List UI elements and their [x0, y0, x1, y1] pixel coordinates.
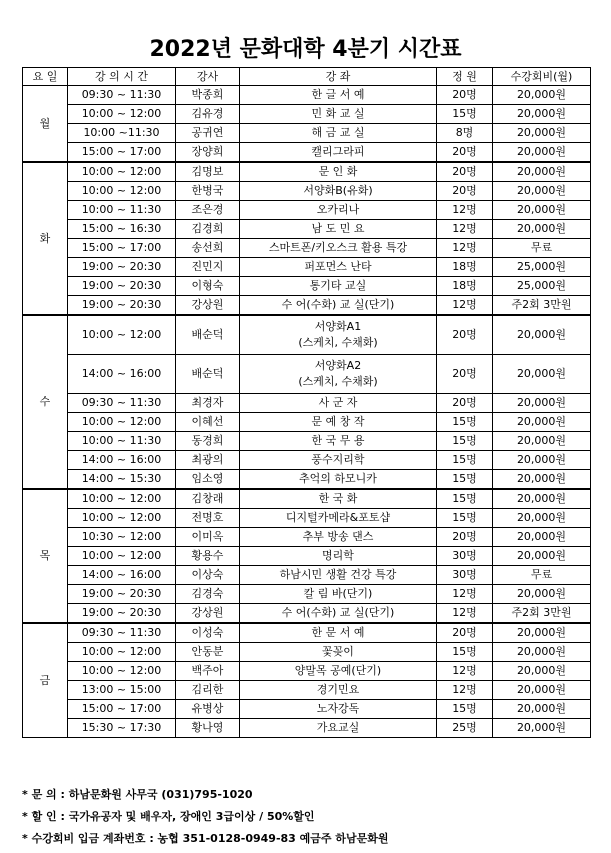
- teacher-cell: 이혜선: [176, 413, 240, 432]
- table-row: [23, 719, 591, 738]
- table-row: [23, 182, 591, 201]
- course-cell: 해 금 교 실: [240, 124, 437, 143]
- capacity-cell: 15명: [437, 105, 493, 124]
- course-subtitle: (스케치, 수채화): [298, 336, 378, 349]
- table-row: [23, 162, 591, 182]
- fee-cell: 20,000원: [493, 86, 591, 105]
- header-course: 강 좌: [240, 68, 437, 86]
- fee-cell: 20,000원: [493, 643, 591, 662]
- time-cell: 14:00 ~ 15:30: [68, 470, 176, 490]
- table-row: [23, 258, 591, 277]
- time-cell: 19:00 ~ 20:30: [68, 604, 176, 624]
- fee-cell: 20,000원: [493, 220, 591, 239]
- capacity-cell: 15명: [437, 432, 493, 451]
- capacity-cell: 20명: [437, 355, 493, 394]
- table-row: [23, 296, 591, 316]
- capacity-cell: 15명: [437, 451, 493, 470]
- capacity-cell: 15명: [437, 413, 493, 432]
- teacher-cell: 동경희: [176, 432, 240, 451]
- fee-cell: 무료: [493, 566, 591, 585]
- table-row: [23, 86, 591, 105]
- teacher-cell: 이미옥: [176, 528, 240, 547]
- table-row: [23, 489, 591, 509]
- capacity-cell: 15명: [437, 489, 493, 509]
- capacity-cell: 20명: [437, 162, 493, 182]
- capacity-cell: 20명: [437, 394, 493, 413]
- fee-cell: 20,000원: [493, 623, 591, 643]
- table-row: [23, 124, 591, 143]
- course-subtitle: (스케치, 수채화): [298, 375, 378, 388]
- day-cell: 월: [23, 86, 68, 163]
- time-cell: 10:00 ~ 12:00: [68, 547, 176, 566]
- time-cell: 19:00 ~ 20:30: [68, 258, 176, 277]
- capacity-cell: 18명: [437, 277, 493, 296]
- course-cell: 한 글 서 예: [240, 86, 437, 105]
- course-cell: 캘리그라피: [240, 143, 437, 163]
- table-row: [23, 201, 591, 220]
- table-row: [23, 585, 591, 604]
- fee-cell: 25,000원: [493, 277, 591, 296]
- day-cell: 목: [23, 489, 68, 623]
- teacher-cell: 장양희: [176, 143, 240, 163]
- fee-cell: 20,000원: [493, 700, 591, 719]
- time-cell: 10:00 ~ 12:00: [68, 315, 176, 355]
- teacher-cell: 박종희: [176, 86, 240, 105]
- time-cell: 10:00 ~ 12:00: [68, 182, 176, 201]
- time-cell: 10:00 ~11:30: [68, 124, 176, 143]
- capacity-cell: 20명: [437, 315, 493, 355]
- time-cell: 10:00 ~ 12:00: [68, 413, 176, 432]
- fee-cell: 25,000원: [493, 258, 591, 277]
- course-cell: 노자강독: [240, 700, 437, 719]
- table-row: [23, 623, 591, 643]
- course-title: 서양화A2: [314, 359, 362, 372]
- teacher-cell: 임소영: [176, 470, 240, 490]
- course-title: 서양화A1: [314, 320, 362, 333]
- table-row: [23, 547, 591, 566]
- time-cell: 14:00 ~ 16:00: [68, 566, 176, 585]
- table-row: [23, 662, 591, 681]
- fee-cell: 20,000원: [493, 509, 591, 528]
- teacher-cell: 진민지: [176, 258, 240, 277]
- time-cell: 09:30 ~ 11:30: [68, 86, 176, 105]
- capacity-cell: 20명: [437, 528, 493, 547]
- time-cell: 19:00 ~ 20:30: [68, 296, 176, 316]
- capacity-cell: 12명: [437, 585, 493, 604]
- teacher-cell: 이상숙: [176, 566, 240, 585]
- time-cell: 09:30 ~ 11:30: [68, 623, 176, 643]
- course-cell: 한 문 서 예: [240, 623, 437, 643]
- fee-cell: 20,000원: [493, 143, 591, 163]
- note-discount: * 할 인 : 국가유공자 및 배우자, 장애인 3급이상 / 50%할인: [22, 810, 315, 823]
- table-row: [23, 681, 591, 700]
- table-row: [23, 143, 591, 163]
- teacher-cell: 김창래: [176, 489, 240, 509]
- fee-cell: 20,000원: [493, 662, 591, 681]
- time-cell: 10:30 ~ 12:00: [68, 528, 176, 547]
- header-teacher: 강사: [176, 68, 240, 86]
- fee-cell: 20,000원: [493, 162, 591, 182]
- note-inquiry: * 문 의 : 하남문화원 사무국 (031)795-1020: [22, 788, 253, 801]
- fee-cell: 20,000원: [493, 470, 591, 490]
- course-cell: 추억의 하모니카: [240, 470, 437, 490]
- time-cell: 10:00 ~ 12:00: [68, 643, 176, 662]
- capacity-cell: 15명: [437, 643, 493, 662]
- day-cell: 금: [23, 623, 68, 738]
- table-row: [23, 528, 591, 547]
- teacher-cell: 조은경: [176, 201, 240, 220]
- course-cell: 통기타 교실: [240, 277, 437, 296]
- teacher-cell: 배순덕: [176, 315, 240, 355]
- notes: [22, 784, 590, 850]
- course-cell: 꽃꽂이: [240, 643, 437, 662]
- fee-cell: 무료: [493, 239, 591, 258]
- fee-cell: 20,000원: [493, 105, 591, 124]
- time-cell: 15:00 ~ 17:00: [68, 700, 176, 719]
- course-cell: 경기민요: [240, 681, 437, 700]
- table-row: [23, 220, 591, 239]
- time-cell: 19:00 ~ 20:30: [68, 585, 176, 604]
- course-cell: 양말목 공예(단기): [240, 662, 437, 681]
- time-cell: 10:00 ~ 12:00: [68, 162, 176, 182]
- teacher-cell: 최경자: [176, 394, 240, 413]
- fee-cell: 20,000원: [493, 528, 591, 547]
- table-row: [23, 432, 591, 451]
- capacity-cell: 30명: [437, 547, 493, 566]
- capacity-cell: 20명: [437, 623, 493, 643]
- capacity-cell: 12명: [437, 239, 493, 258]
- course-cell: 풍수지리학: [240, 451, 437, 470]
- table-row: [23, 470, 591, 490]
- table-row: [23, 451, 591, 470]
- fee-cell: 20,000원: [493, 451, 591, 470]
- day-cell: 화: [23, 162, 68, 315]
- table-row: [23, 105, 591, 124]
- capacity-cell: 20명: [437, 86, 493, 105]
- teacher-cell: 유병상: [176, 700, 240, 719]
- teacher-cell: 송선희: [176, 239, 240, 258]
- course-cell: 오카리나: [240, 201, 437, 220]
- course-cell: 남 도 민 요: [240, 220, 437, 239]
- course-cell: [240, 355, 437, 394]
- teacher-cell: 백주아: [176, 662, 240, 681]
- course-cell: 퍼포먼스 난타: [240, 258, 437, 277]
- capacity-cell: 20명: [437, 143, 493, 163]
- table-row: [23, 355, 591, 394]
- course-cell: 디지털카메라&포토샵: [240, 509, 437, 528]
- table-row: [23, 604, 591, 624]
- time-cell: 10:00 ~ 12:00: [68, 662, 176, 681]
- time-cell: 10:00 ~ 12:00: [68, 105, 176, 124]
- time-cell: 15:00 ~ 17:00: [68, 143, 176, 163]
- fee-cell: 20,000원: [493, 201, 591, 220]
- time-cell: 14:00 ~ 16:00: [68, 451, 176, 470]
- teacher-cell: 배순덕: [176, 355, 240, 394]
- capacity-cell: 12명: [437, 220, 493, 239]
- capacity-cell: 20명: [437, 182, 493, 201]
- capacity-cell: 12명: [437, 604, 493, 624]
- capacity-cell: 15명: [437, 700, 493, 719]
- fee-cell: 20,000원: [493, 719, 591, 738]
- capacity-cell: 12명: [437, 296, 493, 316]
- teacher-cell: 안동분: [176, 643, 240, 662]
- capacity-cell: 12명: [437, 201, 493, 220]
- course-cell: 명리학: [240, 547, 437, 566]
- table-row: [23, 566, 591, 585]
- teacher-cell: 이형숙: [176, 277, 240, 296]
- teacher-cell: 강상원: [176, 296, 240, 316]
- course-cell: 문 예 창 작: [240, 413, 437, 432]
- time-cell: 10:00 ~ 11:30: [68, 201, 176, 220]
- course-cell: 가요교실: [240, 719, 437, 738]
- fee-cell: 20,000원: [493, 413, 591, 432]
- fee-cell: 주2회 3만원: [493, 296, 591, 316]
- teacher-cell: 김경숙: [176, 585, 240, 604]
- time-cell: 19:00 ~ 20:30: [68, 277, 176, 296]
- capacity-cell: 12명: [437, 662, 493, 681]
- time-cell: 15:00 ~ 17:00: [68, 239, 176, 258]
- course-cell: 민 화 교 실: [240, 105, 437, 124]
- capacity-cell: 8명: [437, 124, 493, 143]
- teacher-cell: 김명보: [176, 162, 240, 182]
- capacity-cell: 15명: [437, 470, 493, 490]
- fee-cell: 20,000원: [493, 182, 591, 201]
- table-row: [23, 509, 591, 528]
- capacity-cell: 18명: [437, 258, 493, 277]
- time-cell: 10:00 ~ 11:30: [68, 432, 176, 451]
- course-cell: 한 국 무 용: [240, 432, 437, 451]
- fee-cell: 20,000원: [493, 432, 591, 451]
- time-cell: 14:00 ~ 16:00: [68, 355, 176, 394]
- teacher-cell: 공귀연: [176, 124, 240, 143]
- time-cell: 10:00 ~ 12:00: [68, 489, 176, 509]
- course-cell: 수 어(수화) 교 실(단기): [240, 296, 437, 316]
- capacity-cell: 12명: [437, 681, 493, 700]
- header-fee: 수강회비(월): [493, 68, 591, 86]
- fee-cell: 20,000원: [493, 547, 591, 566]
- course-cell: 수 어(수화) 교 실(단기): [240, 604, 437, 624]
- time-cell: 09:30 ~ 11:30: [68, 394, 176, 413]
- fee-cell: 20,000원: [493, 315, 591, 355]
- teacher-cell: 이성숙: [176, 623, 240, 643]
- teacher-cell: 황용수: [176, 547, 240, 566]
- header-day: 요 일: [23, 68, 68, 86]
- capacity-cell: 15명: [437, 509, 493, 528]
- teacher-cell: 김리한: [176, 681, 240, 700]
- course-cell: 추부 방송 댄스: [240, 528, 437, 547]
- schedule-table: [22, 67, 591, 738]
- course-cell: 사 군 자: [240, 394, 437, 413]
- time-cell: 13:00 ~ 15:00: [68, 681, 176, 700]
- fee-cell: 20,000원: [493, 585, 591, 604]
- teacher-cell: 김경희: [176, 220, 240, 239]
- day-cell: 수: [23, 315, 68, 489]
- fee-cell: 20,000원: [493, 355, 591, 394]
- table-row: [23, 239, 591, 258]
- course-cell: 문 인 화: [240, 162, 437, 182]
- table-row: [23, 413, 591, 432]
- table-row: [23, 394, 591, 413]
- course-cell: 하남시민 생활 건강 특강: [240, 566, 437, 585]
- table-row: [23, 643, 591, 662]
- course-cell: 스마트폰/키오스크 활용 특강: [240, 239, 437, 258]
- teacher-cell: 전명호: [176, 509, 240, 528]
- time-cell: 15:00 ~ 16:30: [68, 220, 176, 239]
- fee-cell: 20,000원: [493, 124, 591, 143]
- teacher-cell: 김유경: [176, 105, 240, 124]
- fee-cell: 20,000원: [493, 681, 591, 700]
- page-title: 2022년 문화대학 4분기 시간표: [149, 37, 462, 62]
- teacher-cell: 최광의: [176, 451, 240, 470]
- teacher-cell: 강상원: [176, 604, 240, 624]
- course-cell: 칼 림 바(단기): [240, 585, 437, 604]
- fee-cell: 20,000원: [493, 489, 591, 509]
- capacity-cell: 30명: [437, 566, 493, 585]
- time-cell: 10:00 ~ 12:00: [68, 509, 176, 528]
- header-time: 강 의 시 간: [68, 68, 176, 86]
- capacity-cell: 25명: [437, 719, 493, 738]
- course-cell: 서양화B(유화): [240, 182, 437, 201]
- note-account: * 수강회비 입금 계좌번호 : 농협 351-0128-0949-83 예금주 하남문화원: [22, 832, 389, 845]
- fee-cell: 20,000원: [493, 394, 591, 413]
- header-capacity: 정 원: [437, 68, 493, 86]
- course-cell: [240, 315, 437, 355]
- teacher-cell: 한병국: [176, 182, 240, 201]
- fee-cell: 주2회 3만원: [493, 604, 591, 624]
- table-row: [23, 277, 591, 296]
- course-cell: 한 국 화: [240, 489, 437, 509]
- table-row: [23, 700, 591, 719]
- teacher-cell: 황나영: [176, 719, 240, 738]
- time-cell: 15:30 ~ 17:30: [68, 719, 176, 738]
- header-row: [23, 68, 591, 86]
- table-row: [23, 315, 591, 355]
